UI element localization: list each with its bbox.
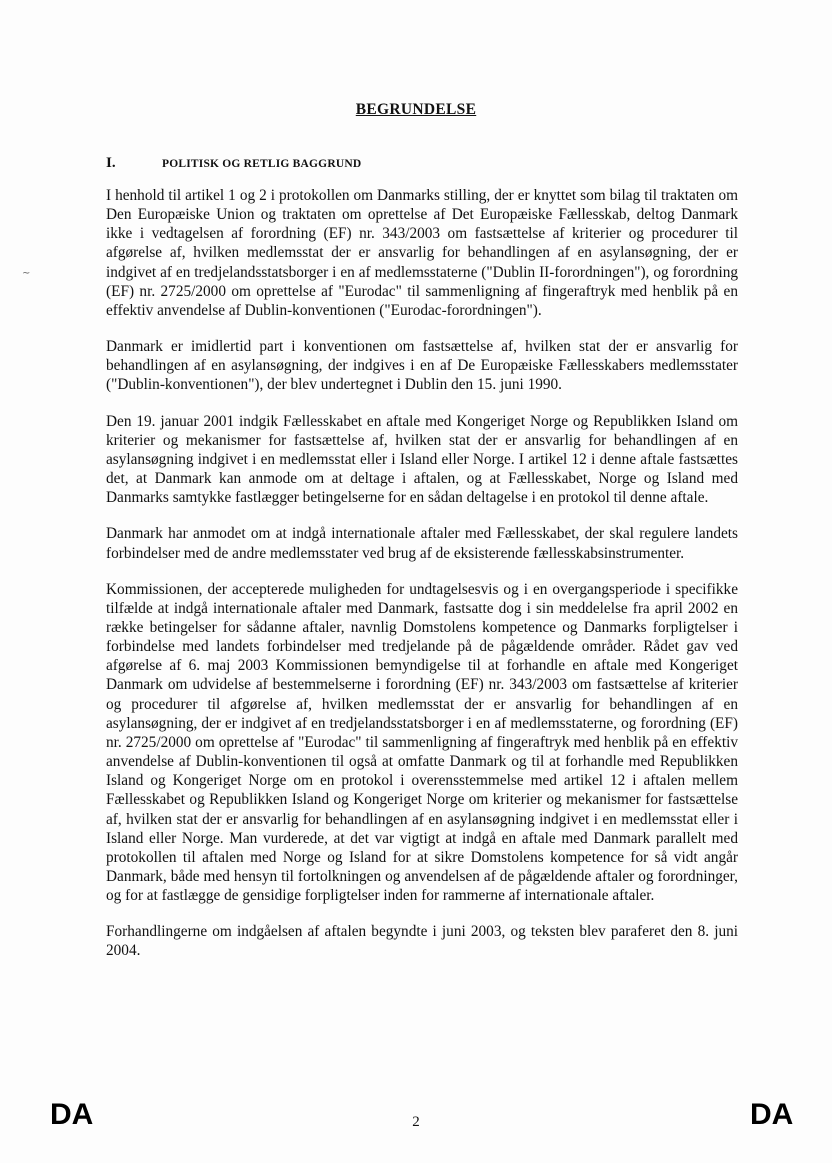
- paragraph-2: Danmark er imidlertid part i konventionen om fastsættelse af, hvilken stat der er ansvarlig for behandlingen af en asylansøgning, der indgives i en af De Europæiske Fællesskabers medlemsstater ("Dublin-konventionen"), der blev undertegnet i Dublin den 15. juni 1990.: [106, 338, 738, 394]
- paragraph-4: Danmark har anmodet om at indgå internationale aftaler med Fællesskabet, der skal regulere landets forbindelser med de andre medlemsstater ved brug af de eksisterende fællesskabsinstrumenter.: [106, 525, 738, 562]
- section-number: I.: [106, 155, 116, 171]
- paragraph-1: I henhold til artikel 1 og 2 i protokollen om Danmarks stilling, der er knyttet som bilag til traktaten om Den Europæiske Union og traktaten om oprettelse af Det Europæiske Fællesskab, deltog Danmark ikke i vedtagelsen af forordning (EF) nr. 343/2003 om fastsættelse af kriterier og procedurer til afgørelse af, hvilken medlemsstat der er ansvarlig for behandlingen af en asylansøgning, der er indgivet af en tredjelandsstatsborger i en af medlemsstaterne ("Dublin II-forordningen"), og forordning (EF) nr. 2725/2000 om oprettelse af "Eurodac" til sammenligning af fingeraftryk med henblik på en effektiv anvendelse af Dublin-konventionen ("Eurodac-forordningen").: [106, 187, 738, 319]
- paragraph-5: Kommissionen, der accepterede muligheden for undtagelsesvis og i en overgangsperiode i specifikke tilfælde at indgå internationale aftaler med Danmark, fastsatte dog i sin meddelelse fra april 2002 en række betingelser for sådanne aftaler, navnlig Domstolens kompetence og Danmarks forpligtelser i forbindelse med landets forbindelser med tredjelande på de pågældende områder. Rådet gav ved afgørelse af 6. maj 2003 Kommissionen bemyndigelse til at forhandle en aftale med Kongeriget Danmark om udvidelse af bestemmelserne i forordning (EF) nr. 343/2003 om fastsættelse af kriterier og procedurer til afgørelse af, hvilken medlemsstat der er ansvarlig for behandlingen af en asylansøgning, der er indgivet af en tredjelandsstatsborger i en af medlemsstaterne, og forordning (EF) nr. 2725/2000 om oprettelse af "Eurodac" til sammenligning af fingeraftryk med henblik på en effektiv anvendelse af Dublin-konventionen til også at omfatte Danmark og til at forhandle med Republikken Island og Kongeriget Norge om en protokol i overensstemmelse med artikel 12 i aftalen mellem Fællesskabet og Republikken Island og Kongeriget Norge om kriterier og mekanismer for fastsættelse af, hvilken stat der er ansvarlig for behandlingen af en asylansøgning indgivet i en medlemsstat eller i Island eller Norge. Man vurderede, at det var vigtigt at indgå en aftale med Danmark parallelt med protokollen til aftalen med Norge og Island for at sikre Domstolens kompetence for så vidt angår Danmark, både med hensyn til fortolkningen og anvendelsen af de pågældende aftaler og forordninger, og for at fastlægge de gensidige forpligtelser inden for rammerne af internationale aftaler.: [106, 580, 738, 905]
- section-title: POLITISK OG RETLIG BAGGRUND: [162, 158, 362, 170]
- section-heading: [106, 155, 361, 172]
- body-text: [106, 186, 738, 978]
- paragraph-3: Den 19. januar 2001 indgik Fællesskabet en aftale med Kongeriget Norge og Republikken Island om kriterier og mekanismer for fastsættelse af, hvilken stat der er ansvarlig for behandlingen af en asylansøgning indgivet i en medlemsstat eller i Island eller Norge. I artikel 12 i denne aftale fastsættes det, at Danmark kan anmode om at deltage i aftalen, og at Fællesskabet, Norge og Island med Danmarks samtykke fastlægger betingelserne for en sådan deltagelse i en protokol til denne aftale.: [106, 412, 738, 507]
- paragraph-6: Forhandlingerne om indgåelsen af aftalen begyndte i juni 2003, og teksten blev paraferet den 8. juni 2004.: [106, 923, 738, 960]
- document-title: BEGRUNDELSE: [355, 101, 477, 118]
- language-code-left: DA: [50, 1098, 94, 1131]
- language-code-right: DA: [750, 1098, 794, 1131]
- scan-artifact: ∼: [22, 268, 31, 279]
- page-number: 2: [412, 1114, 420, 1130]
